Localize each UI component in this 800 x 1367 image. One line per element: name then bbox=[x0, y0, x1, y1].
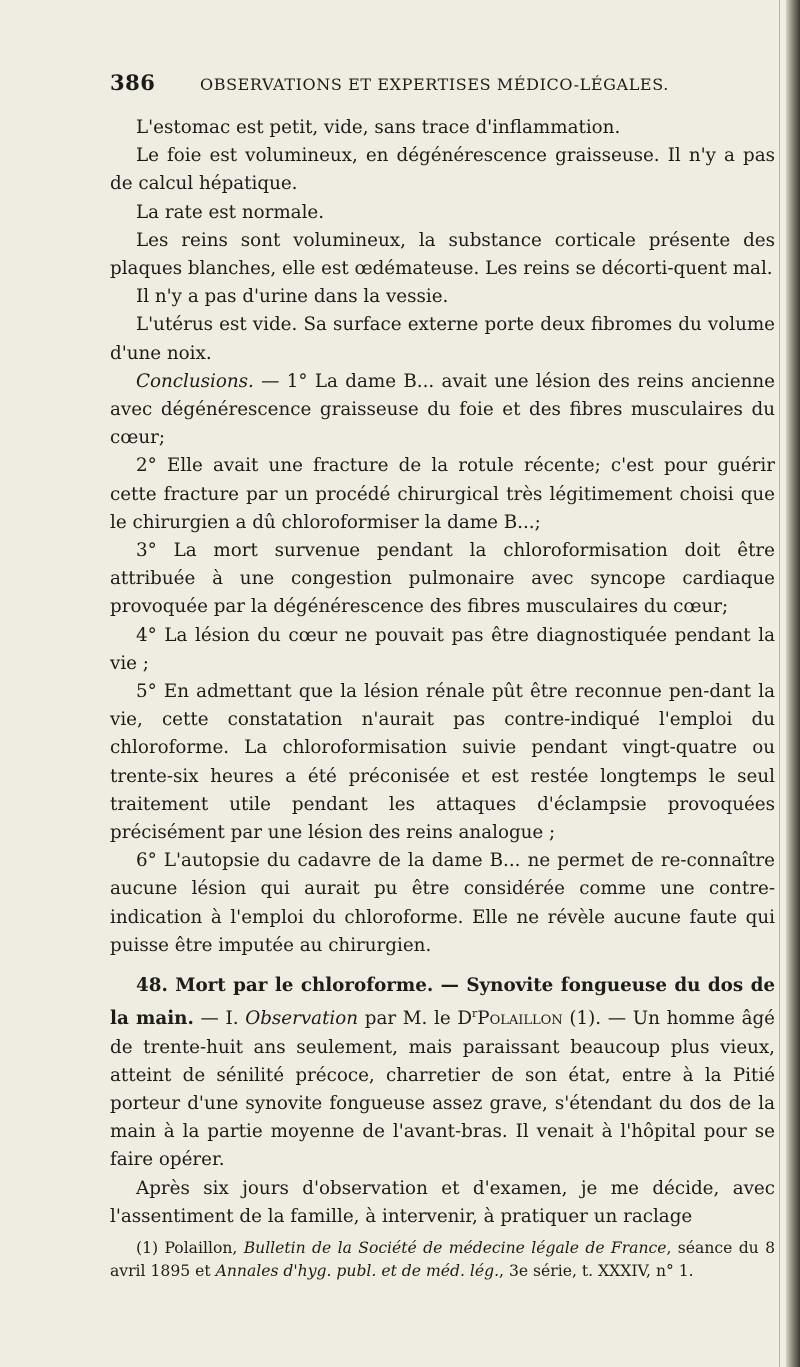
page-content bbox=[110, 70, 775, 1283]
paragraph-foie: Le foie est volumineux, en dégénérescence graisseuse. Il n'y a pas de calcul hépatique. bbox=[110, 145, 775, 195]
section-48-heading: 48. Mort par le chloroforme. — Synovite fongueuse du dos de la main. bbox=[110, 975, 775, 1030]
conclusion-1-text: — 1° La dame B... avait une lésion des reins ancienne avec dégénérescence graisseuse du foie et des fibres musculaires du cœur; bbox=[110, 370, 775, 449]
conclusion-2: 2° Elle avait une fracture de la rotule récente; c'est pour guérir cette fracture par un procédé chirurgical très légitimement choisi que le chirurgien a dû chloroformiser la dame B...; bbox=[110, 455, 775, 533]
running-head bbox=[110, 70, 775, 104]
footnote-suffix: , 3e série, t. XXXIV, n° 1. bbox=[499, 1262, 694, 1281]
paragraph-vessie: Il n'y a pas d'urine dans la vessie. bbox=[136, 286, 449, 308]
section-48 bbox=[110, 972, 775, 1175]
page-number: 386 bbox=[110, 70, 156, 95]
obs-prefix: — I. bbox=[193, 1008, 246, 1030]
footnote-prefix: (1) Polaillon, bbox=[136, 1239, 244, 1258]
conclusion-1 bbox=[110, 368, 775, 453]
conclusion-6: 6° L'autopsie du cadavre de la dame B... ne permet de re-connaître aucune lésion qui aurait pu être considérée comme une contre-indication à l'emploi du chloroforme. Elle ne révèle aucune faute qui puisse être imputée au chirurgien. bbox=[110, 850, 775, 956]
obs-r: r bbox=[472, 1007, 478, 1021]
page-edge-line bbox=[779, 0, 780, 1367]
conclusions-label: Conclusions. bbox=[136, 370, 254, 392]
obs-author: Polaillon bbox=[477, 1008, 563, 1030]
paragraph-reins: Les reins sont volumineux, la substance corticale présente des plaques blanches, elle est œdémateuse. Les reins se décorti-quent mal. bbox=[110, 229, 775, 280]
footnote-mid: , séance du 8 avril 1895 et bbox=[110, 1239, 775, 1281]
paragraph-rate: La rate est normale. bbox=[136, 201, 325, 223]
paragraph-estomac: L'estomac est petit, vide, sans trace d'inflammation. bbox=[136, 117, 621, 138]
paragraph-apres: Après six jours d'observation et d'examen, je me décide, avec l'assentiment de la famille, à intervenir, à pratiquer un raclage bbox=[110, 1177, 775, 1227]
obs-label: Observation bbox=[245, 1008, 359, 1030]
obs-rest: (1). — Un homme âgé de trente-huit ans seulement, mais paraissant beaucoup plus vieux, atteint de sénilité précoce, charretier de son état, entre à la Pitié porteur d'une synovite fongueuse assez grave, s'étendant du dos de la main à la partie moyenne de l'avant-bras. Il venait à l'hôpital pour se faire opérer. bbox=[110, 1008, 776, 1171]
footnote bbox=[110, 1237, 775, 1283]
conclusion-5: 5° En admettant que la lésion rénale pût être reconnue pen-dant la vie, cette constatation n'aurait pas contre-indiqué l'emploi du chloroforme. La chloroformisation suivie pendant vingt-quatre ou trente-six heures a été préconisée et est restée longtemps le seul traitement utile pendant les attaques d'éclampsie provoquées précisément par une lésion des reins analogue ; bbox=[110, 681, 775, 844]
footnote-journal-1: Bulletin de la Société de médecine légale de France bbox=[243, 1239, 667, 1258]
page-edge bbox=[786, 0, 800, 1367]
running-title: OBSERVATIONS ET EXPERTISES MÉDICO-LÉGALES. bbox=[200, 75, 669, 94]
paragraph-uterus: L'utérus est vide. Sa surface externe porte deux fibromes du volume d'une noix. bbox=[110, 314, 775, 364]
obs-by: par M. le D bbox=[358, 1008, 473, 1030]
footnote-journal-2: Annales d'hyg. publ. et de méd. lég. bbox=[215, 1262, 500, 1281]
conclusion-3: 3° La mort survenue pendant la chloroformisation doit être attribuée à une congestion pulmonaire avec syncope cardiaque provoquée par la dégénérescence des fibres musculaires du cœur; bbox=[110, 540, 775, 618]
conclusion-4: 4° La lésion du cœur ne pouvait pas être diagnostiquée pendant la vie ; bbox=[110, 624, 775, 674]
